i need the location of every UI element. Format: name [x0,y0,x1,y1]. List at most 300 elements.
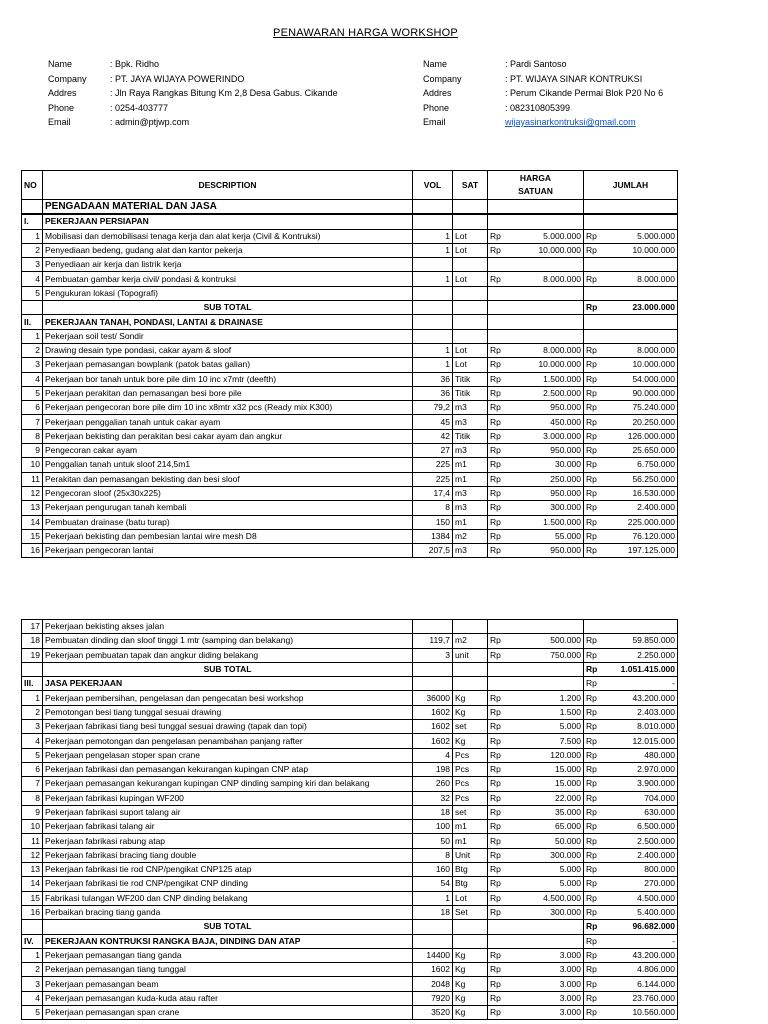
item-description: Pekerjaan pemasangan kuda-kuda atau rafter [43,991,413,1005]
item-description: Pekerjaan fabrikasi tiang besi tunggal sesuai drawing (tapak dan topi) [43,720,413,734]
cell-vol [413,662,453,676]
info-label: Email [48,117,71,127]
item-description: Penyediaan bedeng, gudang alat dan kantor pekerja [43,243,413,257]
currency: Rp [490,388,501,398]
item-number: 16 [22,544,43,558]
amount: 10.000.000 [538,245,581,256]
cell-jumlah [584,214,678,229]
currency: Rp [490,792,501,803]
currency: Rp [586,430,597,441]
cell-harga [488,315,584,329]
item-total-wrap [586,720,675,733]
item-unit-price [488,705,584,719]
item-description: Pekerjaan bekisting akses jalan [43,620,413,634]
item-unit-price-wrap [490,501,581,514]
item-volume: 1 [413,343,453,357]
group-number: I. [22,214,43,229]
item-total [584,777,678,791]
currency: Rp [490,445,501,456]
table-row [22,648,678,662]
item-number: 3 [22,977,43,991]
item-total [584,863,678,877]
amount: 23.760.000 [632,992,675,1003]
item-unit-price [488,1006,584,1020]
item-unit-price-wrap [490,906,581,919]
info-row [48,101,338,116]
item-volume [413,286,453,300]
item-unit-price [488,515,584,529]
item-volume: 1602 [413,734,453,748]
table-row [22,329,678,343]
item-unit: m3 [453,401,488,415]
item-unit [453,329,488,343]
item-unit: Lot [453,243,488,257]
info-row [48,72,338,87]
amount: 704.000 [644,792,675,803]
item-total-wrap [586,501,675,514]
amount: 3.900.000 [637,778,675,789]
amount: 90.000.000 [632,388,675,398]
item-unit-price [488,529,584,543]
currency: Rp [586,721,597,732]
item-volume: 1 [413,891,453,905]
item-unit-price-wrap [490,416,581,429]
item-total [584,891,678,905]
info-row [423,115,663,130]
item-description: Pekerjaan bekisting dan pembesian lantai wire mesh D8 [43,529,413,543]
item-number: 7 [22,777,43,791]
currency: Rp [586,706,597,717]
item-total-wrap [586,763,675,776]
table-row [22,501,678,515]
cell-no [22,301,43,315]
group-title: PEKERJAAN PERSIAPAN [43,214,413,229]
subtotal-amount-wrap [586,301,675,314]
item-unit-price-wrap [490,892,581,905]
amount: 4.500.000 [543,892,581,903]
currency: Rp [490,635,501,646]
table-row [22,372,678,386]
item-description: Pekerjaan fabrikasi dan pemasangan kekurangan kupingan CNP atap [43,762,413,776]
item-total-wrap [586,963,675,976]
item-description: Pekerjaan pembersihan, pengelasan dan pengecatan besi workshop [43,691,413,705]
item-unit: m1 [453,515,488,529]
currency: Rp [586,835,597,846]
info-label: Company [48,73,87,84]
header-no: NO [22,171,43,200]
item-number: 5 [22,386,43,400]
item-description: Pengecoran cakar ayam [43,444,413,458]
currency: Rp [490,864,501,875]
item-unit-price-wrap [490,444,581,457]
item-number: 6 [22,762,43,776]
item-total-wrap [586,473,675,486]
item-unit [453,258,488,272]
item-unit-price [488,544,584,558]
info-label: Email [423,117,446,127]
item-total-wrap [586,530,675,543]
currency: Rp [490,345,501,356]
table-row [22,863,678,877]
item-number: 1 [22,691,43,705]
table-row [22,544,678,558]
item-total-wrap [586,244,675,257]
info-value: : Perum Cikande Permai Blok P20 No 6 [505,88,664,98]
group-number: III. [22,677,43,691]
item-total-wrap [586,749,675,762]
item-unit: Lot [453,343,488,357]
table-row [22,791,678,805]
table-row [22,891,678,905]
table-row [22,515,678,529]
item-volume: 150 [413,515,453,529]
item-description: Pekerjaan penggalian tanah untuk cakar ayam [43,415,413,429]
item-total [584,791,678,805]
item-total [584,486,678,500]
info-value: : admin@ptjwp.com [110,117,190,127]
item-total [584,458,678,472]
item-number: 2 [22,963,43,977]
item-unit-price [488,905,584,919]
item-volume: 225 [413,472,453,486]
item-volume: 79,2 [413,401,453,415]
item-unit-price-wrap [490,777,581,790]
item-total-wrap [586,949,675,962]
item-unit-price [488,805,584,819]
item-volume: 4 [413,748,453,762]
item-unit-price [488,820,584,834]
cell-harga [488,200,584,215]
item-unit-price-wrap [490,649,581,662]
currency: Rp [586,978,597,989]
item-total-wrap [586,634,675,647]
item-total [584,648,678,662]
item-unit-price-wrap [490,634,581,647]
item-unit-price-wrap [490,749,581,762]
item-number: 3 [22,720,43,734]
item-number: 14 [22,877,43,891]
item-unit-price [488,458,584,472]
info-value: : Bpk. Ridho [110,59,160,69]
item-total [584,258,678,272]
item-number: 1 [22,948,43,962]
item-unit: Pcs [453,777,488,791]
amount: 5.000 [559,864,581,875]
currency: Rp [490,692,501,703]
currency: Rp [586,935,597,946]
item-total [584,834,678,848]
item-description: Pekerjaan pemasangan bowplank (patok batas galian) [43,358,413,372]
item-unit-price-wrap [490,949,581,962]
currency: Rp [490,764,501,775]
item-volume [413,329,453,343]
item-unit: m1 [453,834,488,848]
item-number: 3 [22,358,43,372]
item-total-wrap [586,273,675,286]
item-unit-price-wrap [490,963,581,976]
item-total [584,991,678,1005]
item-unit-price [488,620,584,634]
item-number: 4 [22,734,43,748]
item-total [584,429,678,443]
info-value: : Jln Raya Rangkas Bitung Km 2,8 Desa Gabus. Cikande [110,88,338,98]
item-total-wrap [586,692,675,705]
item-unit-price [488,691,584,705]
amount: - [672,678,675,689]
item-total [584,529,678,543]
table-header-row [22,171,678,200]
quotation-table-part2 [21,619,678,1020]
item-description: Pengukuran lokasi (Topografi) [43,286,413,300]
item-unit-price-wrap [490,1006,581,1019]
table-row [22,286,678,300]
item-total [584,444,678,458]
item-volume: 54 [413,877,453,891]
item-volume: 32 [413,791,453,805]
table-row [22,834,678,848]
header-vol: VOL [413,171,453,200]
group-title: PEKERJAAN KONTRUKSI RANGKA BAJA, DINDING DAN ATAP [43,934,413,948]
cell-jumlah [584,315,678,329]
amount: 10.000.000 [632,359,675,370]
currency: Rp [586,821,597,832]
currency: Rp [490,964,501,975]
item-total-wrap [586,992,675,1005]
amount: 225.000.000 [627,516,675,527]
cell-harga [488,214,584,229]
item-unit: m1 [453,458,488,472]
amount: 4.806.000 [637,964,675,975]
cell-no [22,200,43,215]
item-volume: 1602 [413,720,453,734]
item-description: Penggalian tanah untuk sloof 214,5m1 [43,458,413,472]
item-total-wrap [586,735,675,748]
amount: 630.000 [644,807,675,817]
currency: Rp [586,545,597,556]
amount: 950.000 [550,545,581,556]
item-description: Pekerjaan perakitan dan pemasangan besi bore pile [43,386,413,400]
item-total [584,720,678,734]
currency: Rp [586,964,597,975]
item-total [584,372,678,386]
item-unit: Titik [453,386,488,400]
item-volume: 3 [413,648,453,662]
item-description: Penyediaan air kerja dan listrik kerja [43,258,413,272]
table-row [22,905,678,919]
table-row [22,805,678,819]
item-unit-price [488,977,584,991]
item-number: 5 [22,748,43,762]
item-unit: Btg [453,863,488,877]
amount: 4.500.000 [637,892,675,903]
item-number: 5 [22,286,43,300]
amount: 2.970.000 [637,764,675,775]
email-link[interactable]: wijayasinarkontruksi@gmail.com [505,117,636,127]
item-description: Pekerjaan bekisting dan perakitan besi cakar ayam dan angkur [43,429,413,443]
item-unit-price-wrap [490,544,581,557]
item-total [584,905,678,919]
group-title: PEKERJAAN TANAH, PONDASI, LANTAI & DRAINASE [43,315,413,329]
item-unit: Kg [453,691,488,705]
item-number: 1 [22,229,43,243]
info-row [48,86,338,101]
cell-harga [488,677,584,691]
item-unit: Kg [453,948,488,962]
amount: 1.500.000 [543,516,581,527]
item-unit-price [488,791,584,805]
item-total [584,472,678,486]
item-unit: Pcs [453,762,488,776]
table-row [22,429,678,443]
item-unit: m2 [453,529,488,543]
item-volume: 1602 [413,705,453,719]
item-volume: 225 [413,458,453,472]
item-number: 13 [22,863,43,877]
item-unit-price-wrap [490,863,581,876]
item-total [584,329,678,343]
item-unit: m1 [453,472,488,486]
cell-sat [453,315,488,329]
currency: Rp [490,721,501,732]
item-unit: m3 [453,415,488,429]
cell-no [22,662,43,676]
item-total [584,705,678,719]
currency: Rp [490,273,501,284]
item-volume: 198 [413,762,453,776]
currency: Rp [586,635,597,646]
item-unit-price [488,229,584,243]
amount: 54.000.000 [632,373,675,384]
subtotal-amount-wrap [586,920,675,933]
item-unit: Titik [453,429,488,443]
info-label: Name [48,59,73,69]
item-unit-price-wrap [490,387,581,400]
item-volume: 18 [413,805,453,819]
item-total [584,948,678,962]
currency: Rp [490,473,501,484]
item-description: Pekerjaan fabrikasi tie rod CNP/pengikat CNP125 atap [43,863,413,877]
currency: Rp [586,302,598,313]
amount: 5.000.000 [543,230,581,241]
currency: Rp [490,488,501,499]
currency: Rp [586,664,598,675]
amount: 23.000.000 [632,302,675,313]
item-volume: 36 [413,386,453,400]
currency: Rp [490,878,501,889]
info-row [423,72,663,87]
item-total-wrap [586,978,675,991]
item-description: Pemotongan besi tiang tunggal sesuai drawing [43,705,413,719]
item-unit: Kg [453,991,488,1005]
currency: Rp [490,416,501,427]
amount: 2.500.000 [543,388,581,398]
item-total [584,762,678,776]
table-row [22,677,678,691]
item-number: 2 [22,243,43,257]
table-row [22,472,678,486]
item-description: Pekerjaan pemasangan span crane [43,1006,413,1020]
currency: Rp [586,749,597,760]
item-unit-price [488,472,584,486]
table-row [22,705,678,719]
item-total [584,544,678,558]
item-total-wrap [586,230,675,243]
item-total-wrap [586,906,675,919]
item-number: 3 [22,258,43,272]
item-unit-price [488,891,584,905]
cell-vol [413,315,453,329]
currency: Rp [490,430,501,441]
item-unit-price-wrap [490,273,581,286]
item-unit: set [453,805,488,819]
subtotal-label: SUB TOTAL [43,662,413,676]
item-volume: 3520 [413,1006,453,1020]
item-unit-price-wrap [490,978,581,991]
table-row [22,991,678,1005]
currency: Rp [586,273,597,284]
item-unit: Lot [453,272,488,286]
item-description: Pekerjaan fabrikasi talang air [43,820,413,834]
item-number: 5 [22,1006,43,1020]
table-row [22,691,678,705]
table-row [22,920,678,934]
currency: Rp [490,807,501,817]
item-total [584,358,678,372]
amount: 30.000 [555,459,581,470]
item-unit-price [488,358,584,372]
item-total-wrap [586,892,675,905]
amount: 2.250.000 [637,649,675,660]
cell-harga [488,662,584,676]
cell-vol [413,677,453,691]
currency: Rp [490,821,501,832]
item-total [584,343,678,357]
currency: Rp [490,978,501,989]
cell-vol [413,301,453,315]
item-unit-price-wrap [490,230,581,243]
item-unit-price-wrap [490,720,581,733]
item-description: Pekerjaan pembuatan tapak dan angkur diding belakang [43,648,413,662]
item-unit-price [488,415,584,429]
cell-harga [488,920,584,934]
amount: 2.403.000 [637,706,675,717]
item-unit-price-wrap [490,244,581,257]
item-volume: 8 [413,848,453,862]
item-unit-price-wrap [490,487,581,500]
item-total-wrap [586,777,675,790]
group-title: JASA PEKERJAAN [43,677,413,691]
amount: 270.000 [644,878,675,889]
cell-vol [413,214,453,229]
item-number: 12 [22,486,43,500]
table-row [22,762,678,776]
currency: Rp [490,649,501,660]
item-total-wrap [586,487,675,500]
item-unit: unit [453,648,488,662]
item-total [584,401,678,415]
amount: 10.000.000 [632,245,675,256]
item-unit-price [488,863,584,877]
item-description: Pekerjaan pemasangan beam [43,977,413,991]
item-volume: 14400 [413,948,453,962]
header-description: DESCRIPTION [43,171,413,200]
amount: 5.000.000 [637,230,675,241]
item-description: Pengecoran sloof (25x30x225) [43,486,413,500]
table-row [22,200,678,215]
item-description: Fabrikasi tulangan WF200 dan CNP dinding belakang [43,891,413,905]
item-unit-price [488,258,584,272]
item-description: Pekerjaan pemasangan tiang ganda [43,948,413,962]
